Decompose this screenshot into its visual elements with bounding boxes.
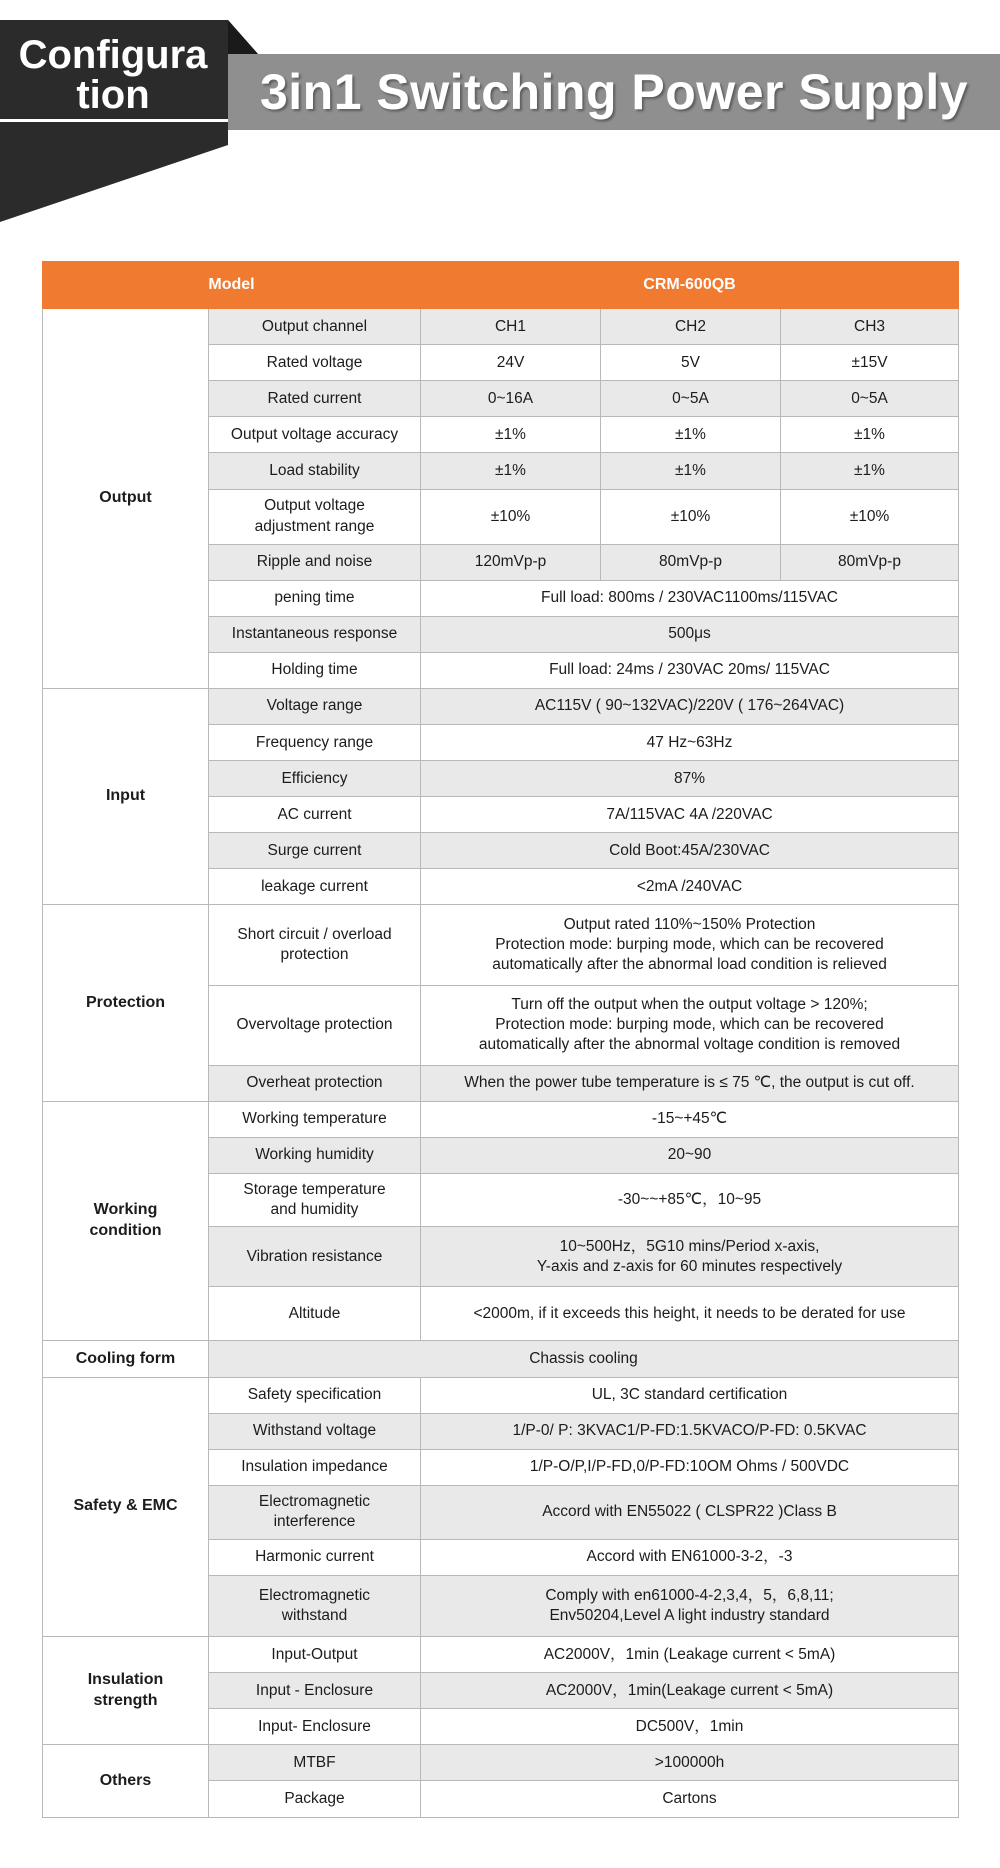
cell-value: AC2000V，1min (Leakage current < 5mA) (421, 1637, 959, 1673)
item-label-line: and humidity (270, 1201, 359, 1219)
cell-value: 0~5A (601, 381, 781, 417)
table-row (43, 1341, 959, 1377)
cell-value: 87% (421, 761, 959, 797)
cell-value: 1/P-0/ P: 3KVAC1/P-FD:1.5KVACO/P-FD: 0.5KVAC (421, 1413, 959, 1449)
category-protection: Protection (43, 905, 209, 1101)
item-label (209, 905, 421, 985)
category-working-condition (43, 1101, 209, 1341)
item-label: Safety specification (209, 1377, 421, 1413)
item-label: Output voltage accuracy (209, 417, 421, 453)
item-label-line: adjustment range (254, 517, 375, 535)
table-row (43, 1101, 959, 1137)
table-row (43, 1377, 959, 1413)
item-label-line: Output voltage (264, 497, 365, 515)
item-label: Output channel (209, 309, 421, 345)
cell-value: AC115V ( 90~132VAC)/220V ( 176~264VAC) (421, 688, 959, 724)
category-others: Others (43, 1745, 209, 1818)
cell-value: Accord with EN55022 ( CLSPR22 )Class B (421, 1485, 959, 1539)
item-label: Altitude (209, 1287, 421, 1341)
model-header-row (43, 262, 959, 309)
spec-table (42, 261, 959, 1818)
section-label-line1: Configura (18, 33, 208, 77)
value-line: Output rated 110%~150% Protection (563, 915, 816, 933)
cell-value: CH2 (601, 309, 781, 345)
item-label: Withstand voltage (209, 1413, 421, 1449)
category-safety-emc: Safety & EMC (43, 1377, 209, 1637)
category-input: Input (43, 688, 209, 904)
item-label: Vibration resistance (209, 1227, 421, 1287)
cell-value: UL, 3C standard certification (421, 1377, 959, 1413)
value-line: Protection mode: burping mode, which can be recovered (495, 935, 884, 953)
cell-value: 47 Hz~63Hz (421, 725, 959, 761)
cell-value: 5V (601, 345, 781, 381)
section-label-divider (0, 119, 228, 122)
table-row (43, 905, 959, 985)
item-label: MTBF (209, 1745, 421, 1781)
cell-value: 24V (421, 345, 601, 381)
item-label: Efficiency (209, 761, 421, 797)
item-label: Frequency range (209, 725, 421, 761)
cell-value: -15~+45℃ (421, 1101, 959, 1137)
cell-value: 20~90 (421, 1137, 959, 1173)
cell-value: CH3 (781, 309, 959, 345)
item-label-line: withstand (281, 1607, 348, 1625)
cell-value: ±15V (781, 345, 959, 381)
cell-value: -30~~+85℃，10~95 (421, 1174, 959, 1227)
cell-value: 80mVp-p (601, 544, 781, 580)
item-label: leakage current (209, 869, 421, 905)
cell-value (421, 1227, 959, 1287)
section-label (0, 30, 226, 120)
item-label: Rated current (209, 381, 421, 417)
value-line: 10~500Hz，5G10 mins/Period x-axis, (559, 1237, 820, 1255)
item-label (209, 1174, 421, 1227)
item-label: Holding time (209, 652, 421, 688)
cell-value: ±1% (601, 417, 781, 453)
cell-value: Chassis cooling (209, 1341, 959, 1377)
item-label: Package (209, 1781, 421, 1818)
item-label (209, 1575, 421, 1636)
cell-value: 120mVp-p (421, 544, 601, 580)
category-line: Working (93, 1201, 158, 1219)
category-line: Insulation (87, 1670, 164, 1688)
value-line: automatically after the abnormal voltage condition is removed (478, 1036, 901, 1054)
section-label-line2: tion (76, 73, 150, 117)
cell-value: >100000h (421, 1745, 959, 1781)
cell-value: <2000m, if it exceeds this height, it needs to be derated for use (421, 1287, 959, 1341)
cell-value: Cold Boot:45A/230VAC (421, 833, 959, 869)
page-title: 3in1 Switching Power Supply (259, 64, 969, 120)
table-row (43, 309, 959, 345)
table-row (43, 688, 959, 724)
item-label: AC current (209, 797, 421, 833)
cell-value: 1/P-O/P,I/P-FD,0/P-FD:10OM Ohms / 500VDC (421, 1449, 959, 1485)
value-line: Turn off the output when the output voltage > 120%; (511, 996, 868, 1014)
category-line: strength (93, 1691, 158, 1709)
item-label-line: Storage temperature (243, 1180, 386, 1198)
category-line: condition (89, 1222, 162, 1240)
category-output: Output (43, 309, 209, 689)
item-label-line: protection (280, 946, 349, 964)
item-label: Rated voltage (209, 345, 421, 381)
value-line: Comply with en61000-4-2,3,4，5，6,8,11; (545, 1586, 834, 1604)
cell-value: ±10% (601, 489, 781, 544)
value-line: Env50204,Level A light industry standard (549, 1607, 830, 1625)
value-line: Protection mode: burping mode, which can be recovered (495, 1016, 884, 1034)
item-label: Overvoltage protection (209, 985, 421, 1065)
cell-value: ±1% (601, 453, 781, 489)
cell-value: 0~16A (421, 381, 601, 417)
cell-value: AC2000V，1min(Leakage current < 5mA) (421, 1673, 959, 1709)
header-banner (0, 0, 1000, 230)
item-label-line: Electromagnetic (258, 1586, 371, 1604)
item-label (209, 489, 421, 544)
model-value: CRM-600QB (421, 262, 959, 309)
value-line: automatically after the abnormal load condition is relieved (492, 956, 887, 974)
item-label: Voltage range (209, 688, 421, 724)
cell-value: 80mVp-p (781, 544, 959, 580)
cell-value: DC500V，1min (421, 1709, 959, 1745)
table-row (43, 1745, 959, 1781)
cell-value: Cartons (421, 1781, 959, 1818)
cell-value: 7A/115VAC 4A /220VAC (421, 797, 959, 833)
table-row (43, 1637, 959, 1673)
cell-value: ±1% (421, 417, 601, 453)
item-label: Instantaneous response (209, 616, 421, 652)
item-label: Working temperature (209, 1101, 421, 1137)
item-label (209, 1485, 421, 1539)
cell-value: ±10% (781, 489, 959, 544)
category-insulation-strength (43, 1637, 209, 1745)
item-label: pening time (209, 580, 421, 616)
cell-value (421, 1575, 959, 1636)
item-label: Input - Enclosure (209, 1673, 421, 1709)
cell-value: ±1% (421, 453, 601, 489)
item-label: Load stability (209, 453, 421, 489)
cell-value: 0~5A (781, 381, 959, 417)
item-label-line: Short circuit / overload (237, 925, 392, 943)
item-label: Harmonic current (209, 1539, 421, 1575)
item-label: Ripple and noise (209, 544, 421, 580)
cell-value: ±1% (781, 453, 959, 489)
value-line: Y-axis and z-axis for 60 minutes respectively (536, 1257, 843, 1275)
category-cooling-form: Cooling form (43, 1341, 209, 1377)
item-label: Overheat protection (209, 1065, 421, 1101)
item-label: Working humidity (209, 1137, 421, 1173)
item-label: Input- Enclosure (209, 1709, 421, 1745)
cell-value: Accord with EN61000-3-2，-3 (421, 1539, 959, 1575)
item-label-line: interference (273, 1513, 356, 1531)
model-label: Model (43, 262, 421, 309)
cell-value: When the power tube temperature is ≤ 75 ℃, the output is cut off. (421, 1065, 959, 1101)
cell-value: <2mA /240VAC (421, 869, 959, 905)
cell-value (421, 985, 959, 1065)
item-label: Input-Output (209, 1637, 421, 1673)
item-label-line: Electromagnetic (258, 1493, 371, 1511)
item-label: Surge current (209, 833, 421, 869)
item-label: Insulation impedance (209, 1449, 421, 1485)
cell-value (421, 905, 959, 985)
cell-value: 500μs (421, 616, 959, 652)
cell-value: Full load: 800ms / 230VAC1100ms/115VAC (421, 580, 959, 616)
cell-value: ±10% (421, 489, 601, 544)
cell-value: CH1 (421, 309, 601, 345)
cell-value: ±1% (781, 417, 959, 453)
cell-value: Full load: 24ms / 230VAC 20ms/ 115VAC (421, 652, 959, 688)
